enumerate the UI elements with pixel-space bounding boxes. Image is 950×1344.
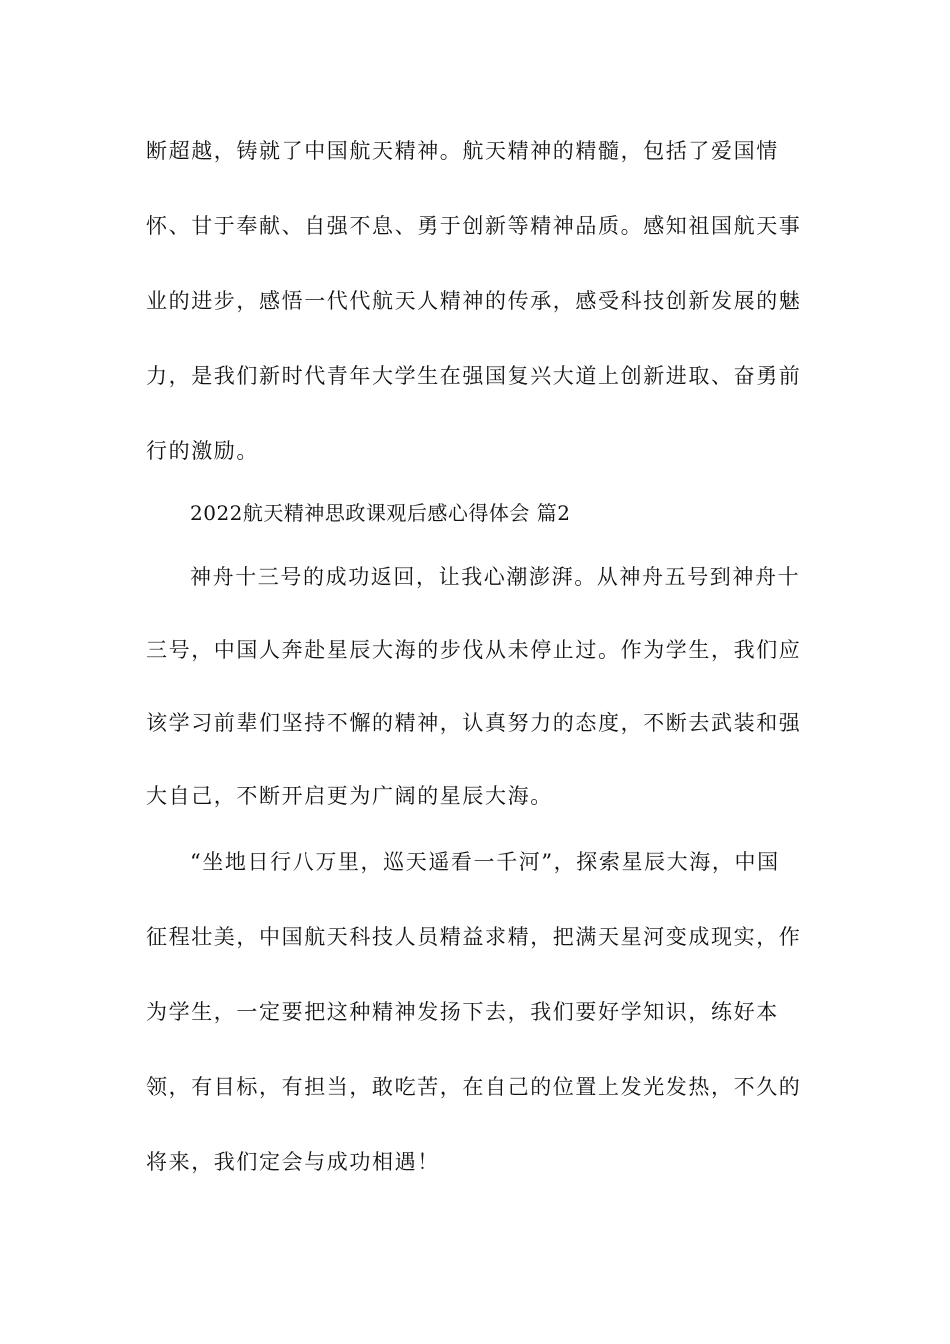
paragraph-2-line-1: 神舟十三号的成功返回，让我心潮澎湃。从神舟五号到神舟十 <box>190 565 801 589</box>
paragraph-3-line-2: 征程壮美，中国航天科技人员精益求精，把满天星河变成现实，作 <box>146 925 802 949</box>
paragraph-2-line-2: 三号，中国人奔赴星辰大海的步伐从未停止过。作为学生，我们应 <box>146 638 802 662</box>
paragraph-3-line-4: 领，有目标，有担当，敢吃苦，在自己的位置上发光发热，不久的 <box>146 1075 802 1099</box>
paragraph-1-line-3: 业的进步，感悟一代代航天人精神的传承，感受科技创新发展的魅 <box>146 289 802 313</box>
paragraph-1-line-2: 怀、甘于奉献、自强不息、勇于创新等精神品质。感知祖国航天事 <box>146 214 802 238</box>
paragraph-3-line-3: 为学生，一定要把这种精神发扬下去，我们要好学知识，练好本 <box>146 1000 779 1024</box>
section-heading: 2022航天精神思政课观后感心得体会 篇2 <box>190 501 571 525</box>
paragraph-3-line-1: “坐地日行八万里，巡天遥看一千河”，探索星辰大海，中国 <box>190 850 780 874</box>
paragraph-1-line-5: 行的激励。 <box>146 439 259 463</box>
paragraph-1-line-1: 断超越，铸就了中国航天精神。航天精神的精髓，包括了爱国情 <box>146 139 779 163</box>
paragraph-3-line-5: 将来，我们定会与成功相遇！ <box>146 1150 440 1174</box>
paragraph-2-line-4: 大自己，不断开启更为广阔的星辰大海。 <box>146 784 553 808</box>
paragraph-2-line-3: 该学习前辈们坚持不懈的精神，认真努力的态度，不断去武装和强 <box>146 711 802 735</box>
paragraph-1-line-4: 力，是我们新时代青年大学生在强国复兴大道上创新进取、奋勇前 <box>146 364 802 388</box>
